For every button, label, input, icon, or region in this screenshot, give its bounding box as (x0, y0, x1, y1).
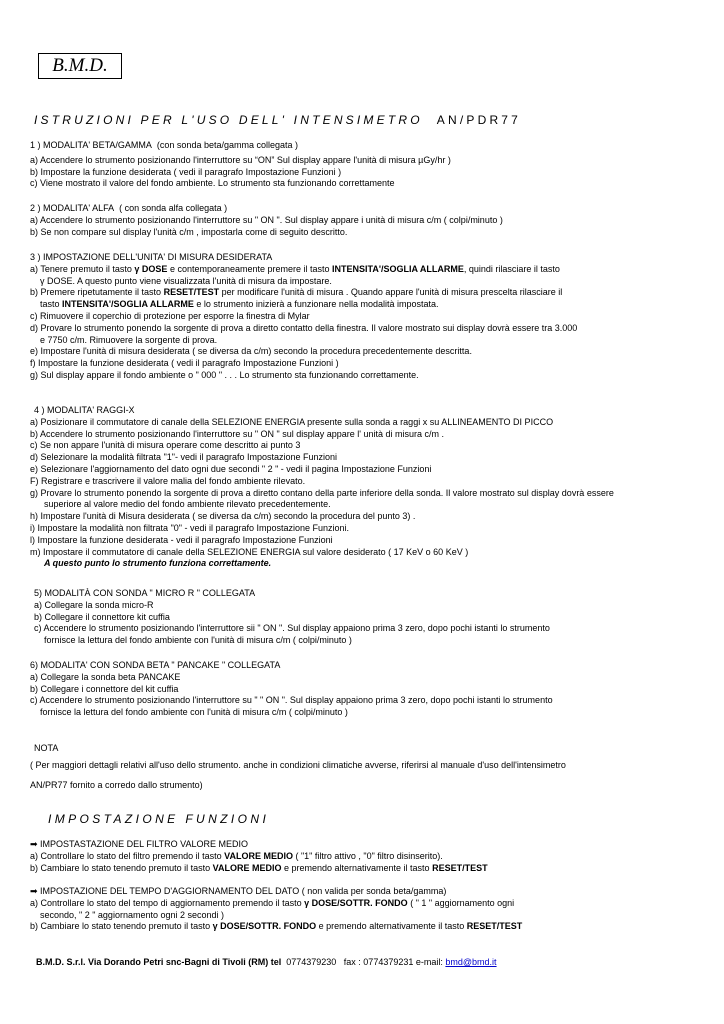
arrow-icon: ➡ (30, 886, 38, 896)
email-link[interactable]: bmd@bmd.it (445, 957, 497, 967)
step-b-text: b) Premere ripetutamente il tasto (30, 287, 162, 298)
step-b-text: e lo strumento inizierà a funzionare nella modalità impostata. (196, 299, 439, 310)
step-b-text: b) Cambiare lo stato tenendo premuto il tasto (30, 921, 211, 932)
step-a: a) Collegare la sonda beta PANCAKE (30, 671, 181, 682)
final-note: A questo punto lo strumento funziona correttamente. (44, 558, 272, 569)
step-a-cont: secondo, " 2 " aggiornamento ogni 2 secondi ) (40, 909, 225, 920)
footer-company: B.M.D. S.r.l. Via Dorando Petri snc-Bagni di Tivoli (RM) tel (36, 957, 282, 967)
key-reset-test: RESET/TEST (466, 921, 523, 932)
step-a: a) Accendere lo strumento posizionando l'interruttore su “ON” Sul display appare l'unità di misura µGy/hr ) (30, 154, 451, 165)
key-valore-medio: VALORE MEDIO (212, 862, 282, 873)
footer-tel: 0774379230 (286, 957, 337, 967)
section-heading: 6) MODALITA' CON SONDA BETA " PANCAKE " COLLEGATA (30, 660, 281, 670)
key-gamma-dose-sottr-fondo: γ DOSE/SOTTR. FONDO (212, 921, 317, 932)
nota-text: ( Per maggiori dettagli relativi all'uso dello strumento. anche in condizioni climatiche avverse, riferirsi al manuale d'uso dell'intensimetro (30, 759, 566, 770)
nota-heading: NOTA (34, 743, 59, 753)
step-i: i) Impostare la modalità non filtrata "0" - vedi il paragrafo Impostazione Funzioni. (30, 522, 350, 533)
step-a-text: a) Controllare lo stato del filtro premendo il tasto (30, 850, 222, 861)
step-a-text: a) Controllare lo stato del tempo di aggiornamento premendo il tasto (30, 897, 302, 908)
step-c-cont: fornisce la lettura del fondo ambiente con l'unità di misura c/m ( colpi/minuto ) (40, 707, 348, 718)
footer-email-label: e-mail: (415, 957, 443, 967)
step-e: e) Selezionare l'aggiornamento del dato ogni due secondi " 2 " - vedi il pagina (30, 463, 339, 474)
section-heading: 5) MODALITÀ CON SONDA " MICRO R " COLLEGATA (34, 588, 256, 598)
step-b: b) Impostare la funzione desiderata ( vedi il paragrafo Impostazione Funzioni ) (30, 166, 342, 177)
section-heading: IMPOSTASTAZIONE DEL FILTRO VALORE MEDIO (40, 839, 249, 849)
nota-section (30, 743, 710, 791)
impostazione-funzioni-title: IMPOSTAZIONE FUNZIONI (48, 812, 270, 826)
step-f: f) Impostare la funzione desiderata ( vedi il paragrafo Impostazione Funzioni ) (30, 358, 339, 369)
section-unita-misura (30, 252, 710, 382)
step-h: h) Impostare l'unità di Misura desiderata ( se diversa da c/m) secondo la procedura del punto 3) . (30, 511, 416, 522)
step-c: c) Viene mostrato il valore del fondo ambiente. Lo strumento sta funzionando correttamente (30, 178, 395, 189)
step-l: l) Impostare la funzione desiderata - vedi il paragrafo Impostazione Funzioni (30, 534, 333, 545)
step-f: F) Registrare e trascrivere il valore malia del fondo ambiente rilevato. (30, 475, 306, 486)
key-intensita-soglia: INTENSITA'/SOGLIA ALLARME (62, 299, 194, 310)
step-b-text: per modificare l'unità di misura . Quando appare l'unità di misura prescelta rilasciare il (221, 287, 563, 298)
step-a-text: a) Tenere premuto il tasto (30, 263, 132, 274)
step-a-text: e contemporaneamente premere il tasto (169, 263, 330, 274)
key-reset-test: RESET/TEST (432, 862, 488, 873)
step-b-text: b) Cambiare lo stato tenendo premuto il tasto (30, 862, 211, 873)
key-gamma-dose: γ DOSE (134, 263, 168, 274)
step-d: d) Selezionare la modalità filtrata "1"- vedi il paragrafo Impostazione Funzioni (30, 452, 338, 463)
section-heading: 4 ) MODALITA' RAGGI-X (34, 405, 135, 415)
step-b-text: tasto (40, 299, 60, 310)
company-logo: B.M.D. (38, 53, 122, 79)
step-d-cont: e 7750 c/m. Rimuovere la sorgente di prova. (40, 334, 218, 345)
step-a-text: , quindi rilasciare il tasto (463, 263, 560, 274)
footer-fax: fax : 0774379231 (343, 957, 414, 967)
model-code: AN/PDR77 (436, 113, 522, 127)
section-heading: IMPOSTAZIONE DEL TEMPO D'AGGIORNAMENTO DEL DATO ( non valida per sonda beta/gamma) (40, 886, 447, 896)
step-c-cont: fornisce la lettura del fondo ambiente con l'unità di misura c/m ( colpi/minuto ) (44, 635, 352, 646)
step-c: c) Accendere lo strumento posizionando l'interruttore su " " ON ". Sul display appaiono prima 3 zero, dopo pochi istanti lo strumento (30, 695, 553, 706)
section-heading-note: (con sonda beta/gamma collegata ) (156, 140, 299, 150)
section-heading: 3 ) IMPOSTAZIONE DELL'UNITA' DI MISURA DESIDERATA (30, 252, 273, 262)
section-heading-note: ( con sonda alfa collegata ) (119, 203, 228, 213)
step-b-text: e premendo alternativamente il tasto (318, 921, 465, 932)
key-reset-test: RESET/TEST (163, 287, 220, 298)
step-g: g) Sul display appare il fondo ambiente o " 000 " . . . Lo strumento sta funzionando correttamente. (30, 369, 419, 380)
section-heading: 2 ) MODALITA' ALFA (30, 203, 115, 213)
section-filtro (30, 839, 710, 874)
step-c: c) Se non appare l'unità di misura operare come descritto ai punto 3 (30, 440, 301, 451)
step-b: b) Collegare i connettore del kit cuffia (30, 683, 179, 694)
section-beta-gamma (30, 140, 710, 190)
step-m: m) Impostare il commutatore di canale della SELEZIONE ENERGIA sul valore desiderato ( 17 KeV o 60 KeV ) (30, 546, 469, 557)
step-d: d) Provare lo strumento ponendo la sorgente di prova a diretto contatto della finestra. Il valore mostrato sui display dovrà essere tra 3.000 (30, 322, 578, 333)
section-heading: 1 ) MODALITA' BETA/GAMMA (30, 140, 152, 150)
key-intensita-soglia: INTENSITA'/SOGLIA ALLARME (332, 263, 464, 274)
step-c: c) Accendere lo strumento posizionando l'interruttore sii " ON ". Sul display appaiono prima 3 zero, dopo pochi istanti lo strumento (34, 623, 550, 634)
section-micro-r (30, 588, 710, 647)
step-b: b) Se non compare sul display l'unità c/m , impostarla come di seguito descritto. (30, 226, 348, 237)
step-a-cont: γ DOSE. A questo punto viene visualizzata l'unità di misura da impostare. (40, 275, 332, 286)
section-alfa (30, 203, 710, 238)
step-b-text: e premendo alternativamente il tasto (283, 862, 430, 873)
step-g: g) Provare lo strumento ponendo la sorgente di prova a diretto contano della parte inferiore della sonda. Il valore mostrato sul display dovrà essere (30, 487, 614, 498)
arrow-icon: ➡ (30, 839, 38, 849)
step-c: c) Rimuovere il coperchio di protezione per esporre la finestra di Mylar (30, 310, 310, 321)
step-g-cont: superiore al valore medio del fondo ambiente rilevato precedentemente. (44, 499, 331, 510)
title-text: ISTRUZIONI PER L'USO DELL' INTENSIMETRO (34, 113, 423, 127)
key-gamma-dose-sottr-fondo: γ DOSE/SOTTR. FONDO (304, 897, 408, 908)
step-a: a) Collegare la sonda micro-R (34, 599, 154, 610)
section-aggiornamento (30, 886, 710, 933)
step-b: b) Collegare il connettore kit cuffia (34, 611, 170, 622)
nota-text: AN/PR77 fornito a corredo dallo strumento) (30, 779, 203, 790)
step-a: a) Posizionare il commutatore di canale della SELEZIONE ENERGIA presente sulla sonda a raggi x su ALLINEAMENTO DI PICCO (30, 416, 554, 427)
section-raggi-x (30, 405, 710, 570)
step-b: b) Accendere lo strumento posizionando l'interruttore su " ON " sul display appare l' unità di misura c/m . (30, 428, 445, 439)
step-a: a) Accendere lo strumento posizionando l'interruttore su " ON ". Sul display appare i unità di misura c/m ( colpi/minuto ) (30, 214, 503, 225)
step-a-text: ( " 1 " aggiornamento ogni (410, 897, 515, 908)
step-a-text: ( "1" filtro attivo , "0" filtro disinserito). (295, 850, 443, 861)
key-valore-medio: VALORE MEDIO (224, 850, 293, 861)
impostazione-funzioni-ref: Impostazione Funzioni (341, 463, 432, 474)
document-title (34, 113, 521, 127)
section-pancake (30, 660, 710, 719)
step-e: e) Impostare l'unità di misura desiderata ( se diversa da c/m) secondo la procedura precedentemente descritta. (30, 346, 472, 357)
footer (36, 957, 497, 967)
